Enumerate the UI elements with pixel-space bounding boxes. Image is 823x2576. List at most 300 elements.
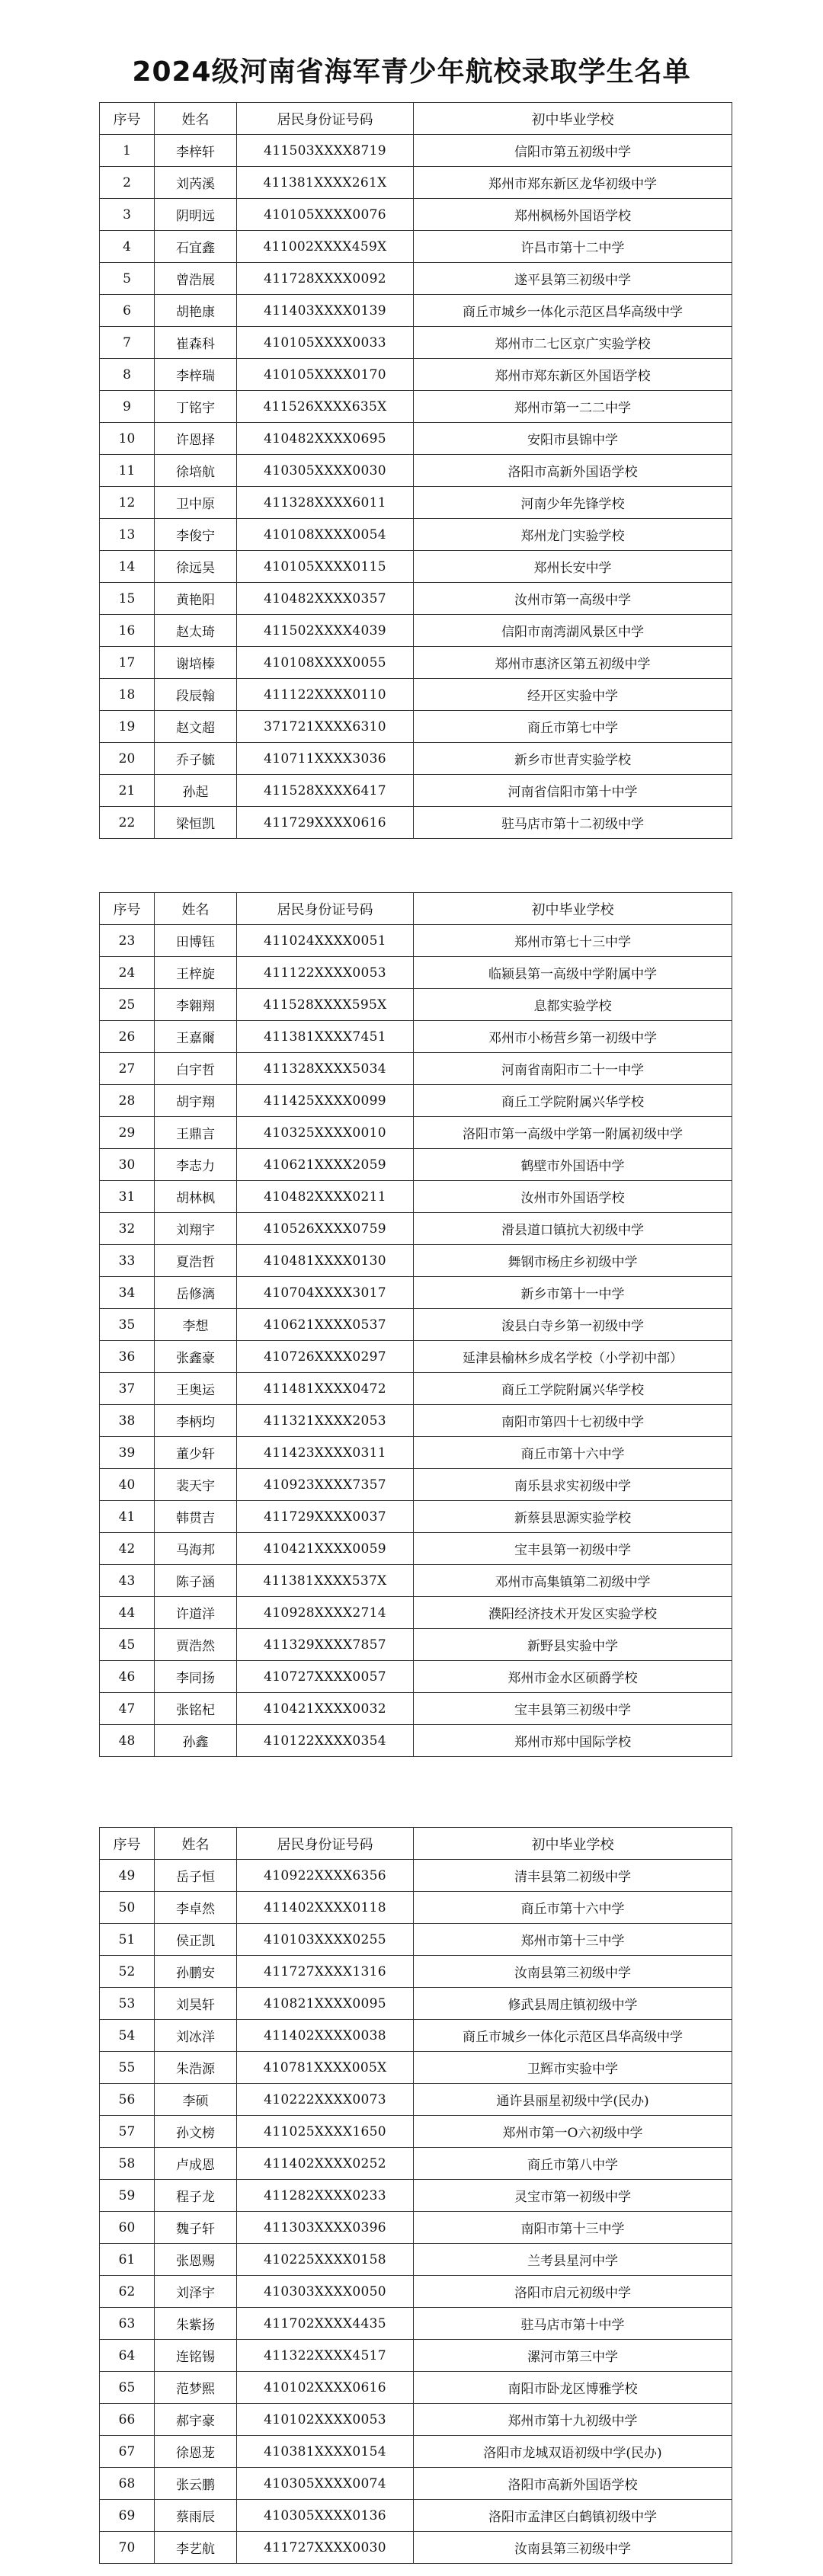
cell-school: 南阳市第十三中学	[414, 2212, 732, 2244]
table-row	[100, 2052, 732, 2084]
cell-seq: 35	[100, 1309, 155, 1341]
cell-id: 410526XXXX0759	[237, 1213, 414, 1245]
admission-table-1	[99, 102, 732, 839]
cell-school: 信阳市南湾湖风景区中学	[414, 615, 732, 647]
cell-seq: 19	[100, 711, 155, 743]
cell-name: 李卓然	[155, 1892, 237, 1924]
cell-seq: 36	[100, 1341, 155, 1373]
cell-id: 411526XXXX635X	[237, 391, 414, 423]
cell-id: 410821XXXX0095	[237, 1988, 414, 2020]
cell-school: 郑州市金水区硕爵学校	[414, 1661, 732, 1693]
cell-id: 410726XXXX0297	[237, 1341, 414, 1373]
cell-name: 徐远昊	[155, 551, 237, 583]
cell-seq: 42	[100, 1533, 155, 1565]
cell-seq: 16	[100, 615, 155, 647]
cell-name: 崔森科	[155, 327, 237, 359]
cell-school: 鹤壁市外国语中学	[414, 1149, 732, 1181]
table-row	[100, 1565, 732, 1597]
cell-name: 张铭杞	[155, 1693, 237, 1725]
cell-school: 郑州市郑东新区外国语学校	[414, 359, 732, 391]
cell-school: 宝丰县第三初级中学	[414, 1693, 732, 1725]
cell-id: 410305XXXX0136	[237, 2500, 414, 2532]
table-row	[100, 1924, 732, 1956]
cell-id: 411402XXXX0038	[237, 2020, 414, 2052]
cell-name: 刘昊轩	[155, 1988, 237, 2020]
cell-school: 洛阳市孟津区白鹤镇初级中学	[414, 2500, 732, 2532]
cell-school: 汝南县第三初级中学	[414, 2532, 732, 2564]
cell-school: 临颍县第一高级中学附属中学	[414, 957, 732, 989]
table-row	[100, 2212, 732, 2244]
cell-name: 胡宇翔	[155, 1085, 237, 1117]
cell-seq: 25	[100, 989, 155, 1021]
cell-school: 河南省南阳市二十一中学	[414, 1053, 732, 1085]
table-row	[100, 1661, 732, 1693]
cell-name: 白宇哲	[155, 1053, 237, 1085]
cell-id: 410711XXXX3036	[237, 743, 414, 775]
cell-seq: 59	[100, 2180, 155, 2212]
table-row	[100, 1149, 732, 1181]
cell-id: 410225XXXX0158	[237, 2244, 414, 2276]
table-header-row	[100, 893, 732, 925]
cell-name: 李梓瑞	[155, 359, 237, 391]
table-header-row	[100, 103, 732, 135]
cell-school: 河南省信阳市第十中学	[414, 775, 732, 807]
cell-name: 李梓轩	[155, 135, 237, 167]
admission-table-2	[99, 892, 732, 1757]
cell-id: 411122XXXX0110	[237, 679, 414, 711]
cell-name: 李俊宁	[155, 519, 237, 551]
cell-name: 王嘉爾	[155, 1021, 237, 1053]
cell-school: 郑州市郑东新区龙华初级中学	[414, 167, 732, 199]
table-row	[100, 423, 732, 455]
table-row	[100, 391, 732, 423]
cell-seq: 5	[100, 263, 155, 295]
cell-id: 411303XXXX0396	[237, 2212, 414, 2244]
table-row	[100, 2244, 732, 2276]
table-row	[100, 615, 732, 647]
cell-name: 田博钰	[155, 925, 237, 957]
cell-school: 息都实验学校	[414, 989, 732, 1021]
cell-name: 夏浩哲	[155, 1245, 237, 1277]
table-row	[100, 295, 732, 327]
cell-name: 谢培榛	[155, 647, 237, 679]
table-row	[100, 647, 732, 679]
cell-seq: 46	[100, 1661, 155, 1693]
cell-seq: 27	[100, 1053, 155, 1085]
table-row	[100, 1053, 732, 1085]
table-row	[100, 1245, 732, 1277]
table-row	[100, 775, 732, 807]
cell-seq: 28	[100, 1085, 155, 1117]
table-row	[100, 2020, 732, 2052]
cell-seq: 11	[100, 455, 155, 487]
cell-school: 汝南县第三初级中学	[414, 1956, 732, 1988]
cell-school: 驻马店市第十二初级中学	[414, 807, 732, 839]
cell-name: 陈子涵	[155, 1565, 237, 1597]
table-row	[100, 1085, 732, 1117]
cell-school: 郑州长安中学	[414, 551, 732, 583]
cell-name: 马海邦	[155, 1533, 237, 1565]
cell-school: 清丰县第二初级中学	[414, 1860, 732, 1892]
cell-seq: 41	[100, 1501, 155, 1533]
cell-name: 范梦熙	[155, 2372, 237, 2404]
cell-seq: 54	[100, 2020, 155, 2052]
table-row	[100, 1533, 732, 1565]
cell-id: 411024XXXX0051	[237, 925, 414, 957]
cell-seq: 49	[100, 1860, 155, 1892]
cell-seq: 58	[100, 2148, 155, 2180]
table-row	[100, 1693, 732, 1725]
cell-id: 410421XXXX0059	[237, 1533, 414, 1565]
cell-id: 410421XXXX0032	[237, 1693, 414, 1725]
cell-name: 李艺航	[155, 2532, 237, 2564]
cell-seq: 52	[100, 1956, 155, 1988]
cell-id: 411528XXXX595X	[237, 989, 414, 1021]
cell-school: 商丘市第十六中学	[414, 1892, 732, 1924]
cell-name: 卫中原	[155, 487, 237, 519]
cell-school: 安阳市县锦中学	[414, 423, 732, 455]
cell-school: 商丘市城乡一体化示范区昌华高级中学	[414, 2020, 732, 2052]
table-row	[100, 231, 732, 263]
cell-seq: 66	[100, 2404, 155, 2436]
cell-seq: 15	[100, 583, 155, 615]
cell-school: 汝州市外国语学校	[414, 1181, 732, 1213]
table-row	[100, 1988, 732, 2020]
cell-id: 410305XXXX0074	[237, 2468, 414, 2500]
cell-seq: 20	[100, 743, 155, 775]
cell-name: 贾浩然	[155, 1629, 237, 1661]
cell-name: 刘泽宇	[155, 2276, 237, 2308]
cell-seq: 63	[100, 2308, 155, 2340]
cell-school: 洛阳市龙城双语初级中学(民办)	[414, 2436, 732, 2468]
cell-name: 黄艳阳	[155, 583, 237, 615]
cell-id: 411025XXXX1650	[237, 2116, 414, 2148]
cell-seq: 3	[100, 199, 155, 231]
header-id: 居民身份证号码	[237, 893, 414, 925]
cell-id: 411402XXXX0118	[237, 1892, 414, 1924]
cell-school: 郑州市第一O六初级中学	[414, 2116, 732, 2148]
cell-name: 张鑫豪	[155, 1341, 237, 1373]
table-row	[100, 2340, 732, 2372]
cell-school: 商丘工学院附属兴华学校	[414, 1085, 732, 1117]
cell-seq: 45	[100, 1629, 155, 1661]
header-seq: 序号	[100, 893, 155, 925]
cell-name: 裴天宇	[155, 1469, 237, 1501]
cell-school: 郑州市第七十三中学	[414, 925, 732, 957]
table-row	[100, 2436, 732, 2468]
cell-id: 411322XXXX4517	[237, 2340, 414, 2372]
cell-id: 411502XXXX4039	[237, 615, 414, 647]
cell-id: 410621XXXX2059	[237, 1149, 414, 1181]
cell-id: 410102XXXX0053	[237, 2404, 414, 2436]
cell-school: 郑州市郑中国际学校	[414, 1725, 732, 1757]
cell-school: 新乡市世青实验学校	[414, 743, 732, 775]
cell-seq: 53	[100, 1988, 155, 2020]
cell-school: 郑州市第十三中学	[414, 1924, 732, 1956]
cell-id: 410621XXXX0537	[237, 1309, 414, 1341]
cell-id: 410781XXXX005X	[237, 2052, 414, 2084]
cell-id: 411503XXXX8719	[237, 135, 414, 167]
cell-seq: 23	[100, 925, 155, 957]
cell-id: 411321XXXX2053	[237, 1405, 414, 1437]
table-row	[100, 957, 732, 989]
cell-school: 商丘市第八中学	[414, 2148, 732, 2180]
cell-school: 濮阳经济技术开发区实验学校	[414, 1597, 732, 1629]
cell-name: 张云鹏	[155, 2468, 237, 2500]
cell-name: 胡艳康	[155, 295, 237, 327]
table-row	[100, 487, 732, 519]
cell-name: 徐培航	[155, 455, 237, 487]
table-row	[100, 1405, 732, 1437]
table-row	[100, 167, 732, 199]
cell-school: 洛阳市启元初级中学	[414, 2276, 732, 2308]
cell-seq: 64	[100, 2340, 155, 2372]
table-row	[100, 1181, 732, 1213]
table-row	[100, 2116, 732, 2148]
cell-name: 石宜鑫	[155, 231, 237, 263]
cell-name: 孙起	[155, 775, 237, 807]
cell-seq: 8	[100, 359, 155, 391]
cell-name: 郝宇豪	[155, 2404, 237, 2436]
cell-name: 张恩赐	[155, 2244, 237, 2276]
cell-name: 许恩择	[155, 423, 237, 455]
cell-name: 段辰翰	[155, 679, 237, 711]
cell-name: 阴明远	[155, 199, 237, 231]
table-row	[100, 2532, 732, 2564]
table-row	[100, 519, 732, 551]
cell-seq: 51	[100, 1924, 155, 1956]
cell-school: 郑州市第一二二中学	[414, 391, 732, 423]
cell-id: 411328XXXX5034	[237, 1053, 414, 1085]
cell-id: 410325XXXX0010	[237, 1117, 414, 1149]
cell-name: 程子龙	[155, 2180, 237, 2212]
cell-name: 乔子毓	[155, 743, 237, 775]
cell-seq: 40	[100, 1469, 155, 1501]
cell-school: 郑州市惠济区第五初级中学	[414, 647, 732, 679]
table-row	[100, 359, 732, 391]
header-school: 初中毕业学校	[414, 893, 732, 925]
cell-school: 通许县丽星初级中学(民办)	[414, 2084, 732, 2116]
cell-seq: 21	[100, 775, 155, 807]
table-row	[100, 1437, 732, 1469]
cell-school: 修武县周庄镇初级中学	[414, 1988, 732, 2020]
cell-id: 410303XXXX0050	[237, 2276, 414, 2308]
cell-school: 商丘工学院附属兴华学校	[414, 1373, 732, 1405]
table-row	[100, 199, 732, 231]
table-row	[100, 2308, 732, 2340]
cell-name: 王鼎言	[155, 1117, 237, 1149]
cell-seq: 69	[100, 2500, 155, 2532]
cell-school: 商丘市第七中学	[414, 711, 732, 743]
cell-seq: 38	[100, 1405, 155, 1437]
header-id: 居民身份证号码	[237, 103, 414, 135]
table-row	[100, 679, 732, 711]
cell-name: 魏子轩	[155, 2212, 237, 2244]
cell-school: 邓州市高集镇第二初级中学	[414, 1565, 732, 1597]
cell-school: 洛阳市高新外国语学校	[414, 2468, 732, 2500]
cell-id: 411381XXXX537X	[237, 1565, 414, 1597]
cell-seq: 50	[100, 1892, 155, 1924]
cell-name: 赵太琦	[155, 615, 237, 647]
cell-school: 滑县道口镇抗大初级中学	[414, 1213, 732, 1245]
table-row	[100, 1501, 732, 1533]
cell-school: 漯河市第三中学	[414, 2340, 732, 2372]
header-id: 居民身份证号码	[237, 1828, 414, 1860]
cell-id: 411528XXXX6417	[237, 775, 414, 807]
cell-seq: 33	[100, 1245, 155, 1277]
cell-id: 410481XXXX0130	[237, 1245, 414, 1277]
table-row	[100, 1277, 732, 1309]
cell-id: 411282XXXX0233	[237, 2180, 414, 2212]
cell-name: 许道洋	[155, 1597, 237, 1629]
cell-seq: 57	[100, 2116, 155, 2148]
cell-name: 李硕	[155, 2084, 237, 2116]
cell-seq: 48	[100, 1725, 155, 1757]
table-row	[100, 1469, 732, 1501]
cell-school: 舞钢市杨庄乡初级中学	[414, 1245, 732, 1277]
cell-name: 李翱翔	[155, 989, 237, 1021]
cell-id: 410105XXXX0170	[237, 359, 414, 391]
cell-seq: 24	[100, 957, 155, 989]
table-row	[100, 1860, 732, 1892]
table-row	[100, 1341, 732, 1373]
cell-school: 卫辉市实验中学	[414, 2052, 732, 2084]
cell-seq: 10	[100, 423, 155, 455]
cell-seq: 30	[100, 1149, 155, 1181]
cell-id: 410108XXXX0055	[237, 647, 414, 679]
cell-id: 410482XXXX0695	[237, 423, 414, 455]
cell-id: 410105XXXX0033	[237, 327, 414, 359]
cell-seq: 62	[100, 2276, 155, 2308]
cell-id: 410103XXXX0255	[237, 1924, 414, 1956]
header-seq: 序号	[100, 103, 155, 135]
cell-name: 连铭锡	[155, 2340, 237, 2372]
cell-name: 岳子恒	[155, 1860, 237, 1892]
cell-seq: 34	[100, 1277, 155, 1309]
cell-id: 410102XXXX0616	[237, 2372, 414, 2404]
cell-school: 新野县实验中学	[414, 1629, 732, 1661]
cell-id: 411122XXXX0053	[237, 957, 414, 989]
cell-seq: 55	[100, 2052, 155, 2084]
cell-seq: 65	[100, 2372, 155, 2404]
table-row	[100, 1021, 732, 1053]
cell-school: 洛阳市高新外国语学校	[414, 455, 732, 487]
table-row	[100, 989, 732, 1021]
table-row	[100, 1725, 732, 1757]
table-row	[100, 807, 732, 839]
cell-seq: 2	[100, 167, 155, 199]
cell-school: 汝州市第一高级中学	[414, 583, 732, 615]
cell-name: 李同扬	[155, 1661, 237, 1693]
table-row	[100, 2500, 732, 2532]
cell-name: 孙鹏安	[155, 1956, 237, 1988]
cell-seq: 44	[100, 1597, 155, 1629]
cell-school: 商丘市城乡一体化示范区昌华高级中学	[414, 295, 732, 327]
cell-seq: 37	[100, 1373, 155, 1405]
cell-name: 朱浩源	[155, 2052, 237, 2084]
table-row	[100, 2148, 732, 2180]
table-row	[100, 1213, 732, 1245]
header-school: 初中毕业学校	[414, 103, 732, 135]
cell-name: 刘冰洋	[155, 2020, 237, 2052]
table-row	[100, 2372, 732, 2404]
cell-id: 411425XXXX0099	[237, 1085, 414, 1117]
cell-school: 许昌市第十二中学	[414, 231, 732, 263]
cell-id: 411402XXXX0252	[237, 2148, 414, 2180]
cell-school: 新蔡县思源实验学校	[414, 1501, 732, 1533]
cell-seq: 61	[100, 2244, 155, 2276]
cell-name: 丁铭宇	[155, 391, 237, 423]
cell-id: 410108XXXX0054	[237, 519, 414, 551]
cell-school: 新乡市第十一中学	[414, 1277, 732, 1309]
cell-school: 经开区实验中学	[414, 679, 732, 711]
cell-id: 410105XXXX0076	[237, 199, 414, 231]
table-row	[100, 925, 732, 957]
cell-name: 侯正凯	[155, 1924, 237, 1956]
cell-seq: 47	[100, 1693, 155, 1725]
page-title: 2024级河南省海军青少年航校录取学生名单	[132, 56, 691, 88]
table-row	[100, 135, 732, 167]
cell-seq: 70	[100, 2532, 155, 2564]
cell-school: 郑州龙门实验学校	[414, 519, 732, 551]
cell-school: 兰考县星河中学	[414, 2244, 732, 2276]
table-row	[100, 327, 732, 359]
table-row	[100, 263, 732, 295]
cell-school: 郑州枫杨外国语学校	[414, 199, 732, 231]
cell-id: 410105XXXX0115	[237, 551, 414, 583]
header-school: 初中毕业学校	[414, 1828, 732, 1860]
cell-name: 蔡雨辰	[155, 2500, 237, 2532]
cell-school: 信阳市第五初级中学	[414, 135, 732, 167]
cell-seq: 6	[100, 295, 155, 327]
cell-id: 410704XXXX3017	[237, 1277, 414, 1309]
cell-id: 410482XXXX0357	[237, 583, 414, 615]
cell-school: 灵宝市第一初级中学	[414, 2180, 732, 2212]
cell-id: 411727XXXX0030	[237, 2532, 414, 2564]
cell-seq: 31	[100, 1181, 155, 1213]
cell-id: 411002XXXX459X	[237, 231, 414, 263]
cell-seq: 18	[100, 679, 155, 711]
cell-name: 朱紫扬	[155, 2308, 237, 2340]
cell-id: 410381XXXX0154	[237, 2436, 414, 2468]
header-name: 姓名	[155, 1828, 237, 1860]
table-row	[100, 2084, 732, 2116]
admission-table-3	[99, 1827, 732, 2564]
cell-seq: 29	[100, 1117, 155, 1149]
cell-name: 刘芮溪	[155, 167, 237, 199]
cell-name: 胡林枫	[155, 1181, 237, 1213]
table-row	[100, 2468, 732, 2500]
cell-name: 王梓旋	[155, 957, 237, 989]
cell-school: 郑州市二七区京广实验学校	[414, 327, 732, 359]
cell-name: 岳修漓	[155, 1277, 237, 1309]
table-row	[100, 1373, 732, 1405]
cell-id: 411381XXXX7451	[237, 1021, 414, 1053]
cell-id: 410482XXXX0211	[237, 1181, 414, 1213]
cell-school: 南阳市第四十七初级中学	[414, 1405, 732, 1437]
cell-name: 徐恩茏	[155, 2436, 237, 2468]
cell-seq: 17	[100, 647, 155, 679]
cell-id: 410923XXXX7357	[237, 1469, 414, 1501]
cell-school: 南阳市卧龙区博雅学校	[414, 2372, 732, 2404]
table-row	[100, 1629, 732, 1661]
cell-school: 邓州市小杨营乡第一初级中学	[414, 1021, 732, 1053]
cell-name: 曾浩展	[155, 263, 237, 295]
header-name: 姓名	[155, 893, 237, 925]
cell-seq: 14	[100, 551, 155, 583]
cell-school: 郑州市第十九初级中学	[414, 2404, 732, 2436]
cell-seq: 13	[100, 519, 155, 551]
